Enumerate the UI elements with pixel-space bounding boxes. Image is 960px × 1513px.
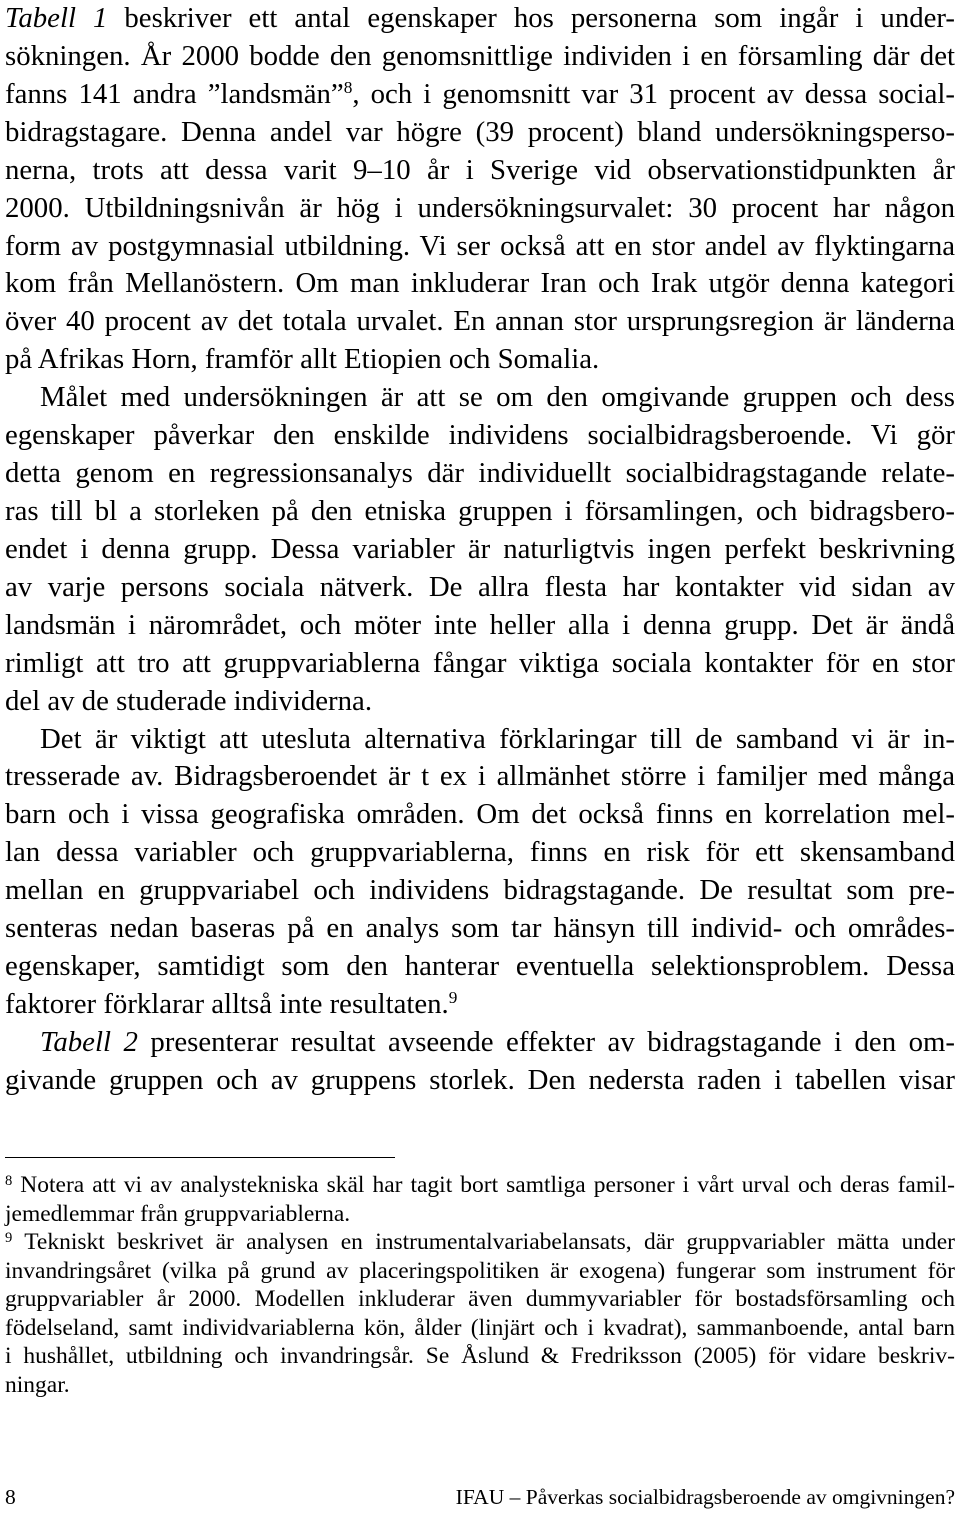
footnote-line: gruppvariabler år 2000. Modellen inkluderar även dummyvariabler för bostadsförsamling och: [5, 1286, 955, 1313]
text-line: 2000. Utbildningsnivån är hög i undersökningsurvalet: 30 procent har någon: [5, 191, 955, 224]
text-line: barn och i vissa geografiska områden. Om det också finns en korrelation mel-: [5, 798, 955, 831]
text-line: [5, 76, 955, 114]
text-line: Det är viktigt att utesluta alternativa förklaringar till de samband vi är in-: [40, 722, 955, 755]
footnote-reference: 8: [343, 78, 353, 98]
line-text: faktorer förklarar alltså inte resultaten.: [5, 987, 449, 1020]
line-text: beskriver ett antal egenskaper hos personerna som ingår i under-: [124, 2, 955, 34]
text-line: av varje persons sociala nätverk. De allra flesta har kontakter vid sidan av: [5, 570, 955, 603]
text-line: [5, 986, 955, 1024]
text-line: mellan en gruppvariabel och individens bidragstagande. De resultat som pre-: [5, 874, 955, 907]
text-line: sökningen. År 2000 bodde den genomsnittlige individen i en församling där det: [5, 39, 955, 72]
paragraph: [5, 0, 955, 379]
footnote: [5, 1171, 955, 1228]
footnote-marker: 8: [5, 1172, 13, 1189]
running-title: IFAU – Påverkas socialbidragsberoende av omgivningen?: [455, 1485, 955, 1509]
paragraph: [5, 721, 955, 1024]
line-text: , och i genomsnitt var 31 procent av dessa social-: [352, 77, 955, 110]
table-reference: Tabell 2: [40, 1025, 138, 1058]
footnote-line: födelseland, samt individvariablerna kön, ålder (linjärt och i kvadrat), sammanboende, antal barn: [5, 1314, 955, 1341]
footnote-marker: 9: [5, 1229, 13, 1246]
text-line: [5, 0, 955, 38]
line-text: fanns 141 andra ”landsmän”: [5, 77, 344, 110]
footnote-line: [5, 1171, 955, 1200]
footnote-line: jemedlemmar från gruppvariablerna.: [5, 1200, 351, 1227]
text-line: givande gruppen och av gruppens storlek. Den nedersta raden i tabellen visar: [5, 1063, 955, 1096]
text-line: detta genom en regressionsanalys där individuellt socialbidragstagande relate-: [5, 457, 955, 490]
footnote-line: ningar.: [5, 1371, 70, 1398]
text-line: över 40 procent av det totala urvalet. En annan stor ursprungsregion är länderna: [5, 305, 955, 338]
footnote-line: [5, 1228, 955, 1257]
text-line: tresserade av. Bidragsberoendet är t ex i allmänhet större i familjer med många: [5, 760, 955, 793]
footnote-line: i hushållet, utbildning och invandringsår. Se Åslund & Fredriksson (2005) för vidare beskriv-: [5, 1343, 955, 1370]
text-line: egenskaper, samtidigt som den hanterar eventuella selektionsproblem. Dessa: [5, 950, 955, 983]
footnote: [5, 1228, 955, 1399]
text-line: Målet med undersökningen är att se om den omgivande gruppen och dess: [40, 381, 955, 414]
body-text: [5, 0, 955, 1100]
text-line: ras till bl a storleken på den etniska gruppen i församlingen, och bidragsbero-: [5, 494, 955, 527]
text-line: endet i denna grupp. Dessa variabler är naturligtvis ingen perfekt beskrivning: [5, 532, 955, 565]
footnote-text: Tekniskt beskrivet är analysen en instrumentalvariabelansats, där gruppvariabler mätta under: [24, 1229, 955, 1256]
text-line: på Afrikas Horn, framför allt Etiopien och Somalia.: [5, 343, 600, 376]
text-line: senteras nedan baseras på en analys som tar hänsyn till individ- och områdes-: [5, 912, 955, 945]
footnote-separator: [5, 1157, 395, 1158]
footnote-text: Notera att vi av analystekniska skäl har tagit bort samtliga personer i vårt urval och deras famil-: [20, 1172, 956, 1198]
page-number: 8: [5, 1485, 16, 1509]
text-line: egenskaper påverkar den enskilde individens socialbidragsberoende. Vi gör: [5, 419, 955, 452]
text-line: nerna, trots att dessa varit 9–10 år i Sverige vid observationstidpunkten år: [5, 153, 955, 186]
footnote-line: invandringsåret (vilka på grund av placeringspolitiken är exogena) fungerar som instrument för: [5, 1257, 955, 1284]
text-line: del av de studerade individerna.: [5, 684, 373, 717]
text-line: bidragstagare. Denna andel var högre (39 procent) bland undersökningsperso-: [5, 115, 955, 148]
text-line: kom från Mellanöstern. Om man inkluderar Iran och Irak utgör denna kategori: [5, 267, 955, 300]
text-line: landsmän i närområdet, och möter inte heller alla i denna grupp. Det är ändå: [5, 608, 955, 641]
table-reference: Tabell 1: [5, 2, 108, 34]
text-line: lan dessa variabler och gruppvariablerna, finns en risk för ett skensamband: [5, 836, 955, 869]
text-line: form av postgymnasial utbildning. Vi ser också att en stor andel av flyktingarna: [5, 229, 955, 262]
footnote-reference: 9: [448, 988, 458, 1008]
paragraph: [5, 379, 955, 720]
footnotes: [5, 1171, 955, 1400]
text-line: rimligt att tro att gruppvariablerna fångar viktiga sociala kontakter för en stor: [5, 646, 955, 679]
line-text: presenterar resultat avseende effekter av bidragstagande i den om-: [150, 1025, 955, 1058]
paragraph: [5, 1024, 955, 1100]
page-footer: [5, 1484, 955, 1510]
text-line: [5, 1024, 955, 1062]
